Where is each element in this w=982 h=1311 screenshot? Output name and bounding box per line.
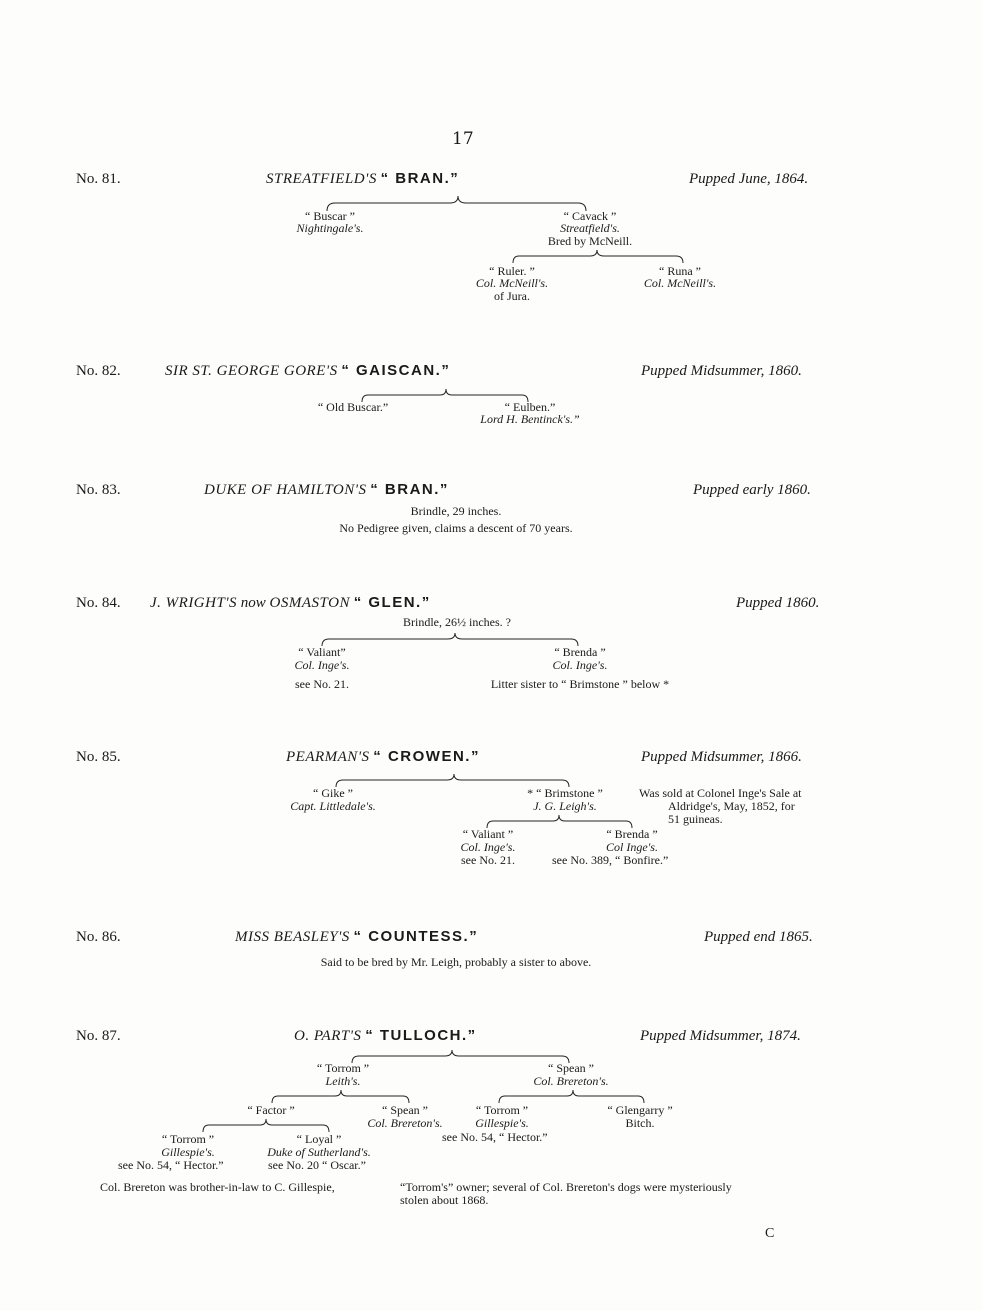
sire-name: “ Old Buscar.”	[317, 400, 389, 414]
dam-owner: Col. Inge's.	[552, 658, 608, 672]
dam-name: * “ Brimstone ”	[527, 786, 603, 800]
owner-name: DUKE OF HAMILTON'S	[204, 482, 367, 498]
entry-number: No. 82.	[76, 363, 121, 379]
entry-number: No. 85.	[76, 749, 121, 765]
owner-name: STREATFIELD'S	[266, 171, 377, 187]
sale-note: Aldridge's, May, 1852, for	[668, 799, 795, 813]
description-line: Said to be bred by Mr. Leigh, probably a sister to above.	[320, 955, 592, 969]
torrom-note: see No. 54, “ Hector.”	[442, 1130, 548, 1144]
owner-now: now	[240, 595, 266, 611]
dam-owner: J. G. Leigh's.	[533, 799, 597, 813]
glengarry-name: “ Glengarry ”	[607, 1103, 673, 1117]
entry-number: No. 86.	[76, 929, 121, 945]
sire-name: “ Gike ”	[313, 786, 353, 800]
dam-dam-name: “ Runa ”	[659, 264, 701, 278]
pupped-date: Pupped June, 1864.	[689, 171, 809, 187]
loyal-name: “ Loyal ”	[296, 1132, 342, 1146]
dog-name: “ BRAN.”	[370, 481, 449, 498]
glengarry-note: Bitch.	[625, 1116, 655, 1130]
torrom-name: “ Torrom ”	[161, 1132, 215, 1146]
dam-name: “ Cavack ”	[563, 209, 617, 223]
entry-number: No. 83.	[76, 482, 121, 498]
pupped-date: Pupped Midsummer, 1874.	[640, 1028, 801, 1044]
description-line: No Pedigree given, claims a descent of 70 years.	[339, 521, 573, 535]
entry-number: No. 87.	[76, 1028, 121, 1044]
owner-name-now: OSMASTON	[269, 595, 350, 611]
entry-number: No. 81.	[76, 171, 121, 187]
loyal-note: see No. 20 “ Oscar.”	[268, 1158, 366, 1172]
dam-dam-name: “ Brenda ”	[606, 827, 658, 841]
dam-sire-note: see No. 21.	[461, 853, 515, 867]
owner-name: J. WRIGHT'S	[150, 595, 238, 611]
dam-name: “ Eulben.”	[504, 400, 556, 414]
dam-sire-owner: Col. McNeill's.	[475, 276, 549, 290]
sire-owner: Capt. Littledale's.	[290, 799, 376, 813]
sire-name: “ Torrom ”	[316, 1061, 370, 1075]
dam-sire-name: “ Valiant ”	[462, 827, 514, 841]
sale-note: 51 guineas.	[668, 812, 723, 826]
footnote: stolen about 1868.	[400, 1193, 489, 1207]
description-line: Brindle, 26½ inches. ?	[403, 615, 511, 629]
footnote: “Torrom's” owner; several of Col. Brereton's dogs were mysteriously	[400, 1180, 732, 1194]
signature-mark: C	[765, 1226, 775, 1241]
sire-owner: Col. Inge's.	[294, 658, 350, 672]
dam-note: Bred by McNeill.	[547, 234, 633, 248]
dam-name: “ Spean ”	[548, 1061, 594, 1075]
owner-name: O. PART'S	[294, 1028, 362, 1044]
sire-name: “ Buscar ”	[305, 209, 355, 223]
page-number: 17	[452, 129, 474, 149]
description-line: Brindle, 29 inches.	[410, 504, 502, 518]
torrom-note: see No. 54, “ Hector.”	[118, 1158, 224, 1172]
sire-note: see No. 21.	[295, 677, 349, 691]
dog-name: “ GAISCAN.”	[341, 362, 451, 379]
spean-name: “ Spean ”	[382, 1103, 428, 1117]
sire-owner: Leith's.	[325, 1074, 361, 1088]
dam-dam-owner: Col. McNeill's.	[643, 276, 717, 290]
sire-name: “ Valiant”	[298, 645, 346, 659]
entry-number: No. 84.	[76, 595, 121, 611]
dam-dam-owner: Col Inge's.	[606, 840, 658, 854]
dam-owner: Streatfield's.	[560, 221, 620, 235]
pupped-date: Pupped end 1865.	[704, 929, 813, 945]
pupped-date: Pupped Midsummer, 1866.	[641, 749, 802, 765]
dog-name: “ GLEN.”	[353, 594, 431, 611]
dam-owner: Col. Brereton's.	[533, 1074, 609, 1088]
footnote: Col. Brereton was brother-in-law to C. Gillespie,	[100, 1180, 335, 1194]
torrom-owner: Gillespie's.	[161, 1145, 215, 1159]
pupped-date: Pupped early 1860.	[693, 482, 811, 498]
dam-dam-note: see No. 389, “ Bonfire.”	[552, 853, 669, 867]
sire-owner: Nightingale's.	[296, 221, 364, 235]
torrom-owner: Gillespie's.	[475, 1116, 529, 1130]
dam-note: Litter sister to “ Brimstone ” below *	[490, 677, 670, 691]
factor-name: “ Factor ”	[247, 1103, 295, 1117]
dog-name: “ BRAN.”	[380, 170, 460, 187]
dog-name: “ TULLOCH.”	[365, 1027, 477, 1044]
spean-owner: Col. Brereton's.	[367, 1116, 443, 1130]
dam-sire-owner: Col. Inge's.	[460, 840, 516, 854]
loyal-owner: Duke of Sutherland's.	[267, 1145, 371, 1159]
dam-sire-name: “ Ruler. ”	[489, 264, 535, 278]
dog-name: “ COUNTESS.”	[353, 928, 479, 945]
owner-name: MISS BEASLEY'S	[235, 929, 350, 945]
owner-name: PEARMAN'S	[286, 749, 370, 765]
torrom-name: “ Torrom ”	[475, 1103, 529, 1117]
owner-name: SIR ST. GEORGE GORE'S	[165, 363, 338, 379]
dam-name: “ Brenda ”	[554, 645, 606, 659]
dog-name: “ CROWEN.”	[373, 748, 480, 765]
pupped-date: Pupped Midsummer, 1860.	[641, 363, 802, 379]
dam-sire-note: of Jura.	[494, 289, 530, 303]
pupped-date: Pupped 1860.	[736, 595, 820, 611]
sale-note: Was sold at Colonel Inge's Sale at	[639, 786, 802, 800]
dam-owner: Lord H. Bentinck's.”	[480, 412, 580, 426]
